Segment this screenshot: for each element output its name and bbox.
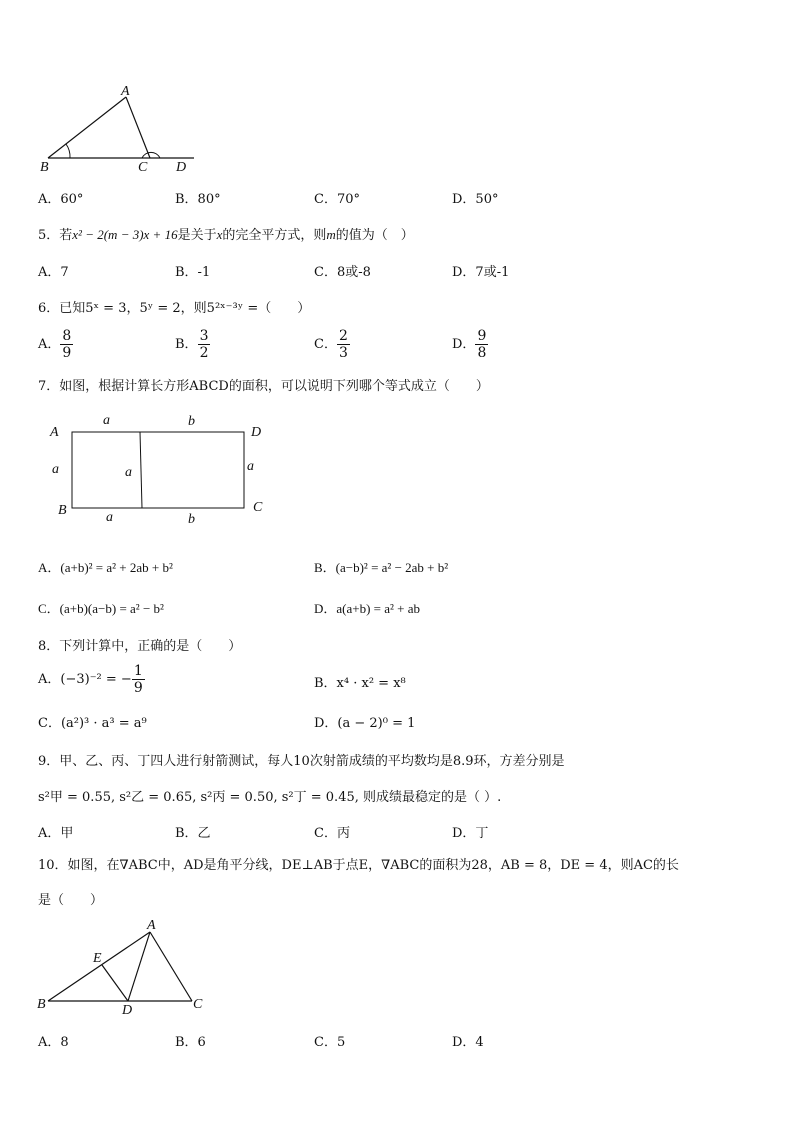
- q8-a-den: 9: [133, 680, 143, 696]
- q4-option-a: A．60°: [38, 192, 84, 207]
- fig1-label-C: C: [138, 160, 148, 175]
- fig7-label-D: D: [251, 425, 262, 440]
- fig7-label-C: C: [253, 500, 263, 515]
- fig10-label-D: D: [122, 1003, 133, 1018]
- q4-option-d: D．50°: [452, 192, 499, 207]
- fig10-label-E: E: [93, 951, 102, 966]
- q5-expression: x² − 2(m − 3)x + 16: [72, 227, 178, 242]
- q6-a-den: 9: [62, 345, 72, 361]
- q5-prefix: 5．若: [38, 228, 73, 243]
- q6-c-num: 2: [338, 328, 348, 344]
- triangle-figure-q4: [30, 80, 200, 180]
- q9-option-d: D．丁: [452, 826, 489, 841]
- q6-b-den: 2: [199, 345, 209, 361]
- q8-option-b: B．x⁴ · x² = x⁸: [314, 676, 406, 691]
- fig10-label-C: C: [193, 997, 203, 1012]
- q7-option-a: A．(a+b)² = a² + 2ab + b²: [38, 560, 173, 575]
- fig7-label-bot-b: b: [188, 512, 195, 527]
- q6-option-b: [175, 328, 210, 361]
- fig7-label-right-a: a: [247, 459, 254, 474]
- q5-stem: [38, 224, 414, 243]
- q6-b-num: 3: [199, 328, 209, 344]
- q4-option-b: B．80°: [175, 192, 221, 207]
- fig1-label-A: A: [121, 84, 130, 99]
- q5-var: x: [216, 227, 223, 242]
- fig7-label-B: B: [58, 503, 67, 518]
- fig1-label-D: D: [176, 160, 187, 175]
- q6-option-d: [452, 328, 488, 361]
- q10-option-b: B．6: [175, 1035, 206, 1050]
- q8-stem: 8．下列计算中，正确的是（ ）: [38, 639, 242, 654]
- fig10-label-A: A: [147, 918, 156, 933]
- q9-option-c: C．丙: [314, 826, 350, 841]
- fig7-label-bot-a: a: [106, 510, 113, 525]
- q5-mid: 是关于: [177, 228, 217, 243]
- q6-b-letter: B．: [175, 337, 198, 352]
- q6-c-fraction: [337, 328, 350, 361]
- q6-a-fraction: [60, 328, 73, 361]
- q8-a-fraction: [132, 663, 145, 696]
- fig1-label-B: B: [40, 160, 49, 175]
- q6-d-letter: D．: [452, 337, 476, 352]
- q6-d-num: 9: [477, 328, 487, 344]
- q8-a-prefix: A．(−3)⁻² = −: [38, 672, 132, 687]
- q7-option-b: B．(a−b)² = a² − 2ab + b²: [314, 560, 449, 575]
- q8-option-d: D．(a − 2)⁰ = 1: [314, 716, 416, 731]
- q5-m: m: [326, 227, 336, 242]
- rectangle-figure-q7: [70, 430, 250, 510]
- q6-option-a: [38, 328, 73, 361]
- q10-option-c: C．5: [314, 1035, 346, 1050]
- q10-option-a: A．8: [38, 1035, 69, 1050]
- q6-c-den: 3: [338, 345, 348, 361]
- q9-stem: 9．甲、乙、丙、丁四人进行射箭测试，每人10次射箭成绩的平均数均是8.9环，方差分别是: [38, 754, 565, 769]
- q5-option-b: B．-1: [175, 265, 211, 280]
- q10-stem-line2: 是（ ）: [38, 893, 104, 908]
- q6-stem: 6．已知5ˣ = 3，5ʸ = 2，则5²ˣ⁻³ʸ =（ ）: [38, 301, 311, 316]
- q9-option-b: B．乙: [175, 826, 211, 841]
- q6-c-letter: C．: [314, 337, 337, 352]
- q4-option-c: C．70°: [314, 192, 360, 207]
- triangle-figure-q10: [40, 920, 210, 1010]
- q8-a-num: 1: [133, 663, 143, 679]
- fig7-label-mid-a: a: [125, 465, 132, 480]
- q6-a-letter: A．: [38, 337, 61, 352]
- q6-b-fraction: [198, 328, 211, 361]
- q8-option-a: [38, 663, 145, 696]
- q5-option-c: C．8或-8: [314, 265, 371, 280]
- fig10-label-B: B: [37, 997, 46, 1012]
- q6-d-den: 8: [477, 345, 487, 361]
- q10-option-d: D．4: [452, 1035, 484, 1050]
- q7-stem: 7．如图，根据计算长方形ABCD的面积，可以说明下列哪个等式成立（ ）: [38, 379, 489, 394]
- fig7-label-left-a: a: [52, 462, 59, 477]
- q7-option-d: D．a(a+b) = a² + ab: [314, 601, 421, 616]
- q6-a-num: 8: [62, 328, 72, 344]
- q5-suffix: 的完全平方式，则: [222, 228, 327, 243]
- q5-option-d: D．7或-1: [452, 265, 510, 280]
- q10-stem: 10．如图，在∇ABC中，AD是角平分线，DE⊥AB于点E，∇ABC的面积为28，AB = 8，DE = 4，则AC的长: [38, 858, 679, 873]
- q5-option-a: A．7: [38, 265, 69, 280]
- q7-option-c: C．(a+b)(a−b) = a² − b²: [38, 601, 164, 616]
- fig7-label-A: A: [50, 425, 59, 440]
- q6-d-fraction: [475, 328, 488, 361]
- q6-option-c: [314, 328, 350, 361]
- q9-variances: s²甲 = 0.55, s²乙 = 0.65, s²丙 = 0.50, s²丁 = 0.45, 则成绩最稳定的是（ ）.: [38, 790, 502, 805]
- q8-option-c: C．(a²)³ · a³ = a⁹: [38, 716, 147, 731]
- q9-option-a: A．甲: [38, 826, 74, 841]
- fig7-label-top-a: a: [103, 413, 110, 428]
- fig7-label-top-b: b: [188, 414, 195, 429]
- q5-tail: 的值为（ ）: [335, 228, 414, 243]
